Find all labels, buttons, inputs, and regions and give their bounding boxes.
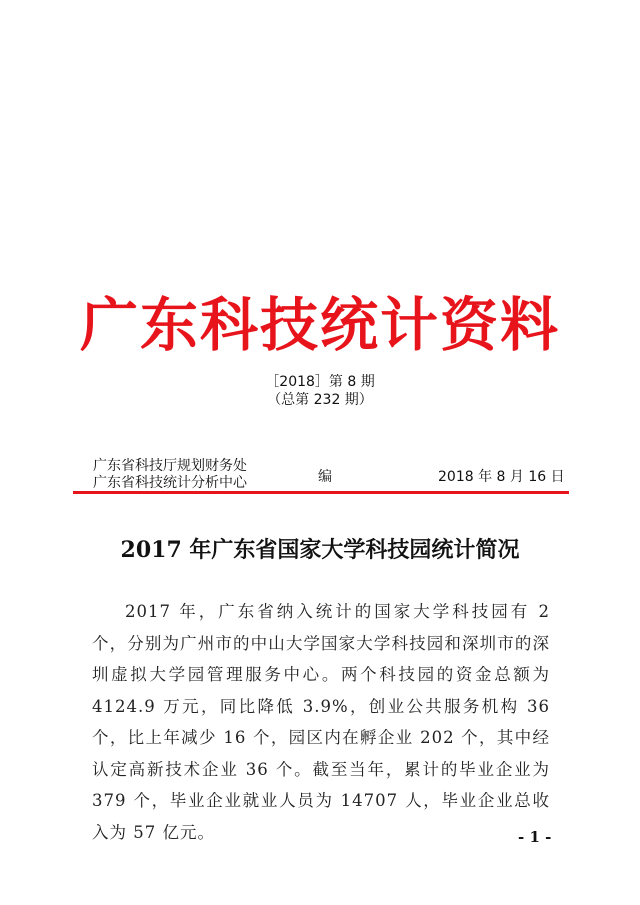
masthead-title: 广东科技统计资料 (79, 291, 560, 359)
page-number: - 1 - (518, 828, 552, 846)
red-divider-line (73, 491, 569, 494)
publication-date: 2018 年 8 月 16 日 (438, 469, 565, 485)
issue-number: ［2018］第 8 期 (265, 374, 375, 390)
editor-org-2: 广东省科技统计分析中心 (93, 475, 247, 491)
article-paragraph: 2017 年，广东省纳入统计的国家大学科技园有 2 个，分别为广州市的中山大学国家大学科技园和深圳市的深圳虚拟大学园管理服务中心。两个科技园的资金总额为 4124.9 万元，同比降低 3.9%，创业公共服务机构 36 个，比上年减少 16 个，园区内在孵企业 202 个，其中经认定高新技术企业 36 个。截至当年，累计的毕业企业为 379 个，毕业企业就业人员为 14707 人，毕业企业总收入为 57 亿元。 (92, 602, 550, 842)
article-title: 2017 年广东省国家大学科技园统计简况 (120, 537, 520, 563)
issue-total-number: （总第 232 期） (267, 392, 373, 408)
editor-organizations (93, 458, 247, 492)
editor-org-1: 广东省科技厅规划财务处 (93, 458, 247, 474)
edited-by-label: 编 (318, 469, 332, 485)
